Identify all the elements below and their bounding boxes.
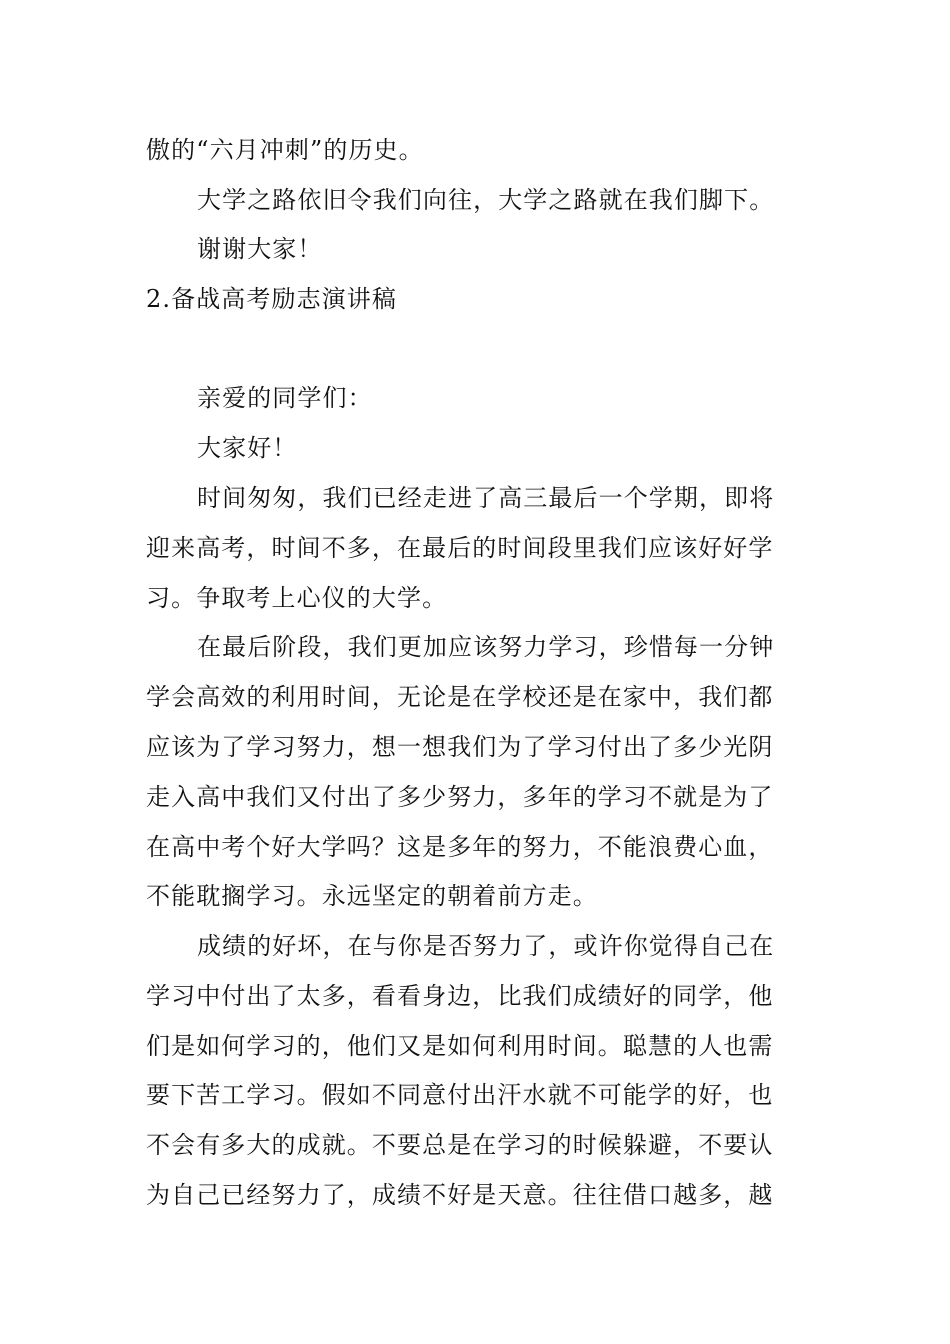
text-line: 在最后阶段，我们更加应该努力学习，珍惜每一分钟 bbox=[197, 633, 775, 661]
text-line: 谢谢大家！ bbox=[197, 235, 323, 263]
text-line: 成绩的好坏，在与你是否努力了，或许你觉得自己在 bbox=[197, 932, 775, 960]
text-line: 为自己已经努力了，成绩不好是天意。往往借口越多，越 bbox=[146, 1181, 774, 1209]
text-line: 学会高效的利用时间，无论是在学校还是在家中，我们都 bbox=[146, 683, 774, 711]
salutation: 亲爱的同学们： bbox=[197, 384, 373, 412]
greeting: 大家好！ bbox=[197, 434, 298, 462]
text-line: 学习中付出了太多，看看身边，比我们成绩好的同学，他 bbox=[146, 982, 774, 1010]
section-heading: 2.备战高考励志演讲稿 bbox=[146, 285, 397, 313]
text-line: 要下苦工学习。假如不同意付出汗水就不可能学的好，也 bbox=[146, 1081, 774, 1109]
text-line: 迎来高考，时间不多，在最后的时间段里我们应该好好学 bbox=[146, 534, 774, 562]
text-line: 习。争取考上心仪的大学。 bbox=[146, 584, 448, 612]
text-line: 不会有多大的成就。不要总是在学习的时候躲避，不要认 bbox=[146, 1131, 774, 1159]
text-line: 们是如何学习的，他们又是如何利用时间。聪慧的人也需 bbox=[146, 1032, 774, 1060]
text-line: 傲的“六月冲刺”的历史。 bbox=[146, 136, 424, 164]
text-line: 不能耽搁学习。永远坚定的朝着前方走。 bbox=[146, 882, 598, 910]
text-line: 大学之路依旧令我们向往，大学之路就在我们脚下。 bbox=[197, 186, 775, 214]
text-line: 走入高中我们又付出了多少努力，多年的学习不就是为了 bbox=[146, 783, 774, 811]
text-line: 时间匆匆，我们已经走进了高三最后一个学期，即将 bbox=[197, 484, 775, 512]
text-line: 在高中考个好大学吗？这是多年的努力，不能浪费心血， bbox=[146, 833, 774, 861]
text-line: 应该为了学习努力，想一想我们为了学习付出了多少光阴 bbox=[146, 733, 774, 761]
